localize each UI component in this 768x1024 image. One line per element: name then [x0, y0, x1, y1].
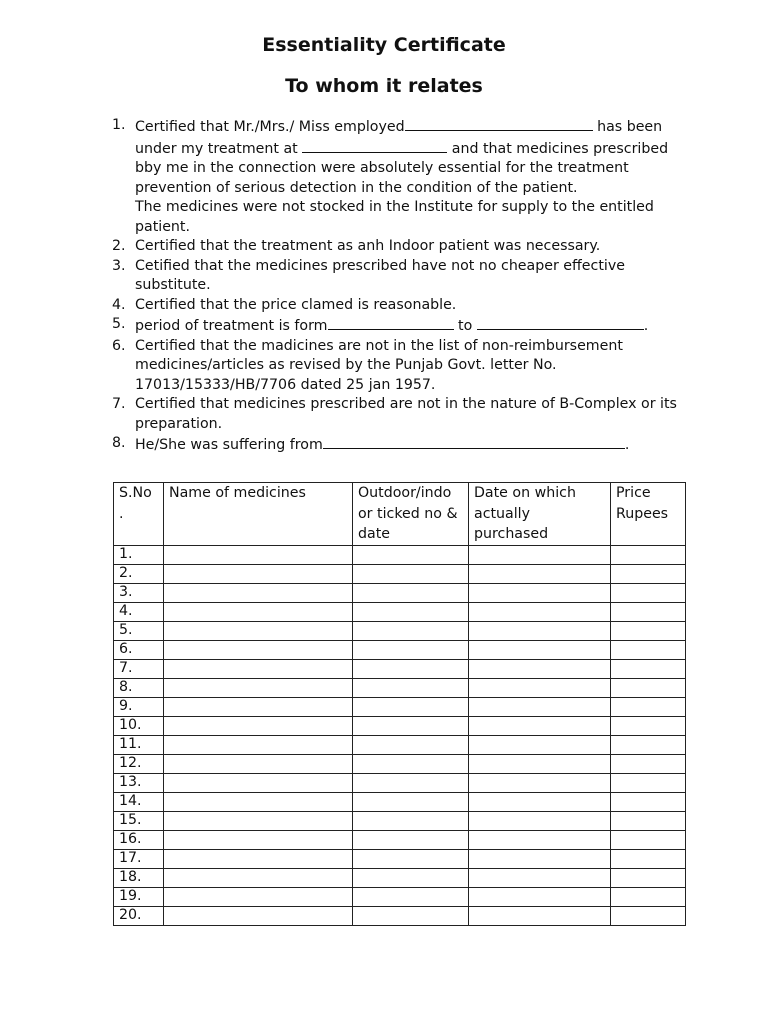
- item-number: 2.: [112, 238, 126, 254]
- medicine-name-cell[interactable]: [164, 640, 353, 659]
- table-row: [114, 792, 686, 811]
- row-number: 13.: [114, 773, 164, 792]
- table-row: [114, 887, 686, 906]
- header-outdoor-indoor: Outdoor/indo or ticked no & date: [353, 483, 469, 546]
- outdoor-indoor-cell[interactable]: [353, 773, 469, 792]
- item-text: .: [624, 437, 630, 453]
- price-cell[interactable]: [611, 849, 686, 868]
- item-text: has been under my treatment at: [135, 119, 663, 157]
- item-text: Certified that the price clamed is reasonable.: [135, 296, 457, 313]
- employer-blank[interactable]: [405, 116, 593, 131]
- table-header-row: [114, 483, 686, 546]
- header-sno: S.No .: [114, 483, 164, 546]
- list-item: [112, 296, 682, 316]
- row-number: 10.: [114, 716, 164, 735]
- outdoor-indoor-cell[interactable]: [353, 792, 469, 811]
- medicine-name-cell[interactable]: [164, 659, 353, 678]
- purchase-date-cell[interactable]: [469, 583, 611, 602]
- row-number: 20.: [114, 906, 164, 925]
- list-item: [112, 116, 682, 237]
- price-cell[interactable]: [611, 564, 686, 583]
- table-row: [114, 716, 686, 735]
- row-number: 19.: [114, 887, 164, 906]
- disease-blank[interactable]: [323, 434, 625, 449]
- price-cell[interactable]: [611, 659, 686, 678]
- medicine-name-cell[interactable]: [164, 868, 353, 887]
- purchase-date-cell[interactable]: [469, 906, 611, 925]
- item-text: .: [643, 318, 649, 334]
- row-number: 15.: [114, 811, 164, 830]
- item-text: Certified that the treatment as anh Indoor patient was necessary.: [135, 238, 601, 254]
- medicines-table: [113, 482, 686, 926]
- list-item: [112, 257, 682, 296]
- price-cell[interactable]: [611, 602, 686, 621]
- table-row: [114, 678, 686, 697]
- row-number: 4.: [114, 602, 164, 621]
- item-number: 8.: [112, 435, 126, 451]
- purchase-date-cell[interactable]: [469, 735, 611, 754]
- price-cell[interactable]: [611, 621, 686, 640]
- hospital-blank[interactable]: [302, 138, 447, 153]
- purchase-date-cell[interactable]: [469, 621, 611, 640]
- outdoor-indoor-cell[interactable]: [353, 868, 469, 887]
- table-row: [114, 773, 686, 792]
- header-price: Price Rupees: [611, 483, 686, 546]
- outdoor-indoor-cell[interactable]: [353, 602, 469, 621]
- medicine-name-cell[interactable]: [164, 830, 353, 849]
- purchase-date-cell[interactable]: [469, 887, 611, 906]
- medicine-name-cell[interactable]: [164, 792, 353, 811]
- price-cell[interactable]: [611, 868, 686, 887]
- item-text: The medicines were not stocked in the Institute for supply to the entitled patient.: [135, 199, 654, 235]
- row-number: 8.: [114, 678, 164, 697]
- medicine-name-cell[interactable]: [164, 811, 353, 830]
- price-cell[interactable]: [611, 678, 686, 697]
- outdoor-indoor-cell[interactable]: [353, 735, 469, 754]
- table-row: [114, 906, 686, 925]
- purchase-date-cell[interactable]: [469, 792, 611, 811]
- medicine-name-cell[interactable]: [164, 735, 353, 754]
- outdoor-indoor-cell[interactable]: [353, 659, 469, 678]
- outdoor-indoor-cell[interactable]: [353, 754, 469, 773]
- price-cell[interactable]: [611, 754, 686, 773]
- row-number: 12.: [114, 754, 164, 773]
- document-subtitle: To whom it relates: [285, 75, 483, 97]
- outdoor-indoor-cell[interactable]: [353, 697, 469, 716]
- row-number: 7.: [114, 659, 164, 678]
- medicine-name-cell[interactable]: [164, 602, 353, 621]
- outdoor-indoor-cell[interactable]: [353, 849, 469, 868]
- item-text: Certified that the madicines are not in the list of non-reimbursement medicines/articles as revised by the Punjab Govt. letter No. 17013/15333/HB/7706 dated 25 jan 1957.: [135, 337, 623, 393]
- outdoor-indoor-cell[interactable]: [353, 716, 469, 735]
- table-row: [114, 621, 686, 640]
- item-text: Certified that Mr./Mrs./ Miss employed: [135, 119, 405, 135]
- list-item: [112, 337, 682, 396]
- item-number: 3.: [112, 257, 126, 274]
- table-body: [114, 545, 686, 925]
- price-cell[interactable]: [611, 640, 686, 659]
- table-row: [114, 868, 686, 887]
- medicine-name-cell[interactable]: [164, 773, 353, 792]
- medicine-name-cell[interactable]: [164, 697, 353, 716]
- list-item: [112, 237, 682, 257]
- medicine-name-cell[interactable]: [164, 621, 353, 640]
- list-item: [112, 395, 682, 434]
- outdoor-indoor-cell[interactable]: [353, 887, 469, 906]
- table-row: [114, 735, 686, 754]
- document-title: Essentiality Certificate: [262, 34, 506, 56]
- item-text: period of treatment is form: [135, 318, 328, 334]
- price-cell[interactable]: [611, 887, 686, 906]
- purchase-date-cell[interactable]: [469, 868, 611, 887]
- row-number: 3.: [114, 583, 164, 602]
- price-cell[interactable]: [611, 792, 686, 811]
- purchase-date-cell[interactable]: [469, 811, 611, 830]
- purchase-date-cell[interactable]: [469, 849, 611, 868]
- purchase-date-cell[interactable]: [469, 659, 611, 678]
- price-cell[interactable]: [611, 830, 686, 849]
- certification-list: [112, 116, 682, 456]
- table-row: [114, 697, 686, 716]
- row-number: 9.: [114, 697, 164, 716]
- row-number: 2.: [114, 564, 164, 583]
- price-cell[interactable]: [611, 773, 686, 792]
- outdoor-indoor-cell[interactable]: [353, 640, 469, 659]
- row-number: 5.: [114, 621, 164, 640]
- item-number: 5.: [112, 316, 126, 332]
- item-number: 6.: [112, 337, 126, 354]
- table-row: [114, 564, 686, 583]
- purchase-date-cell[interactable]: [469, 773, 611, 792]
- medicine-name-cell[interactable]: [164, 545, 353, 564]
- header-medicine-name: Name of medicines: [164, 483, 353, 546]
- medicine-name-cell[interactable]: [164, 849, 353, 868]
- purchase-date-cell[interactable]: [469, 716, 611, 735]
- list-item: [112, 315, 682, 337]
- medicine-name-cell[interactable]: [164, 583, 353, 602]
- outdoor-indoor-cell[interactable]: [353, 621, 469, 640]
- table-row: [114, 545, 686, 564]
- medicine-name-cell[interactable]: [164, 906, 353, 925]
- medicine-name-cell[interactable]: [164, 754, 353, 773]
- purchase-date-cell[interactable]: [469, 545, 611, 564]
- table-row: [114, 659, 686, 678]
- purchase-date-cell[interactable]: [469, 830, 611, 849]
- table-row: [114, 754, 686, 773]
- purchase-date-cell[interactable]: [469, 697, 611, 716]
- purchase-date-cell[interactable]: [469, 602, 611, 621]
- medicine-name-cell[interactable]: [164, 678, 353, 697]
- outdoor-indoor-cell[interactable]: [353, 678, 469, 697]
- price-cell[interactable]: [611, 716, 686, 735]
- outdoor-indoor-cell[interactable]: [353, 830, 469, 849]
- price-cell[interactable]: [611, 545, 686, 564]
- header-purchase-date: Date on which actually purchased: [469, 483, 611, 546]
- table-row: [114, 583, 686, 602]
- item-text: He/She was suffering from: [135, 437, 323, 453]
- price-cell[interactable]: [611, 735, 686, 754]
- price-cell[interactable]: [611, 697, 686, 716]
- outdoor-indoor-cell[interactable]: [353, 906, 469, 925]
- outdoor-indoor-cell[interactable]: [353, 545, 469, 564]
- outdoor-indoor-cell[interactable]: [353, 564, 469, 583]
- table-row: [114, 640, 686, 659]
- price-cell[interactable]: [611, 811, 686, 830]
- medicine-name-cell[interactable]: [164, 887, 353, 906]
- item-number: 4.: [112, 296, 126, 313]
- price-cell[interactable]: [611, 583, 686, 602]
- outdoor-indoor-cell[interactable]: [353, 811, 469, 830]
- row-number: 14.: [114, 792, 164, 811]
- table-row: [114, 830, 686, 849]
- table-row: [114, 849, 686, 868]
- medicine-name-cell[interactable]: [164, 716, 353, 735]
- table-row: [114, 602, 686, 621]
- row-number: 1.: [114, 545, 164, 564]
- item-text: to: [453, 318, 477, 334]
- purchase-date-cell[interactable]: [469, 564, 611, 583]
- outdoor-indoor-cell[interactable]: [353, 583, 469, 602]
- purchase-date-cell[interactable]: [469, 754, 611, 773]
- item-number: 7.: [112, 396, 126, 412]
- item-text: Certified that medicines prescribed are not in the nature of B-Complex or its preparation.: [135, 396, 677, 432]
- item-text: Cetified that the medicines prescribed have not no cheaper effective substitute.: [135, 257, 625, 293]
- period-to-blank[interactable]: [477, 315, 644, 330]
- row-number: 18.: [114, 868, 164, 887]
- medicine-name-cell[interactable]: [164, 564, 353, 583]
- row-number: 11.: [114, 735, 164, 754]
- row-number: 6.: [114, 640, 164, 659]
- row-number: 16.: [114, 830, 164, 849]
- purchase-date-cell[interactable]: [469, 678, 611, 697]
- item-text: and that medicines prescribed bby me in the connection were absolutely essential for the treatment prevention of serious detection in the condition of the patient.: [135, 140, 669, 196]
- purchase-date-cell[interactable]: [469, 640, 611, 659]
- price-cell[interactable]: [611, 906, 686, 925]
- table-row: [114, 811, 686, 830]
- period-from-blank[interactable]: [328, 315, 454, 330]
- item-number: 1.: [112, 117, 126, 133]
- list-item: [112, 434, 682, 456]
- row-number: 17.: [114, 849, 164, 868]
